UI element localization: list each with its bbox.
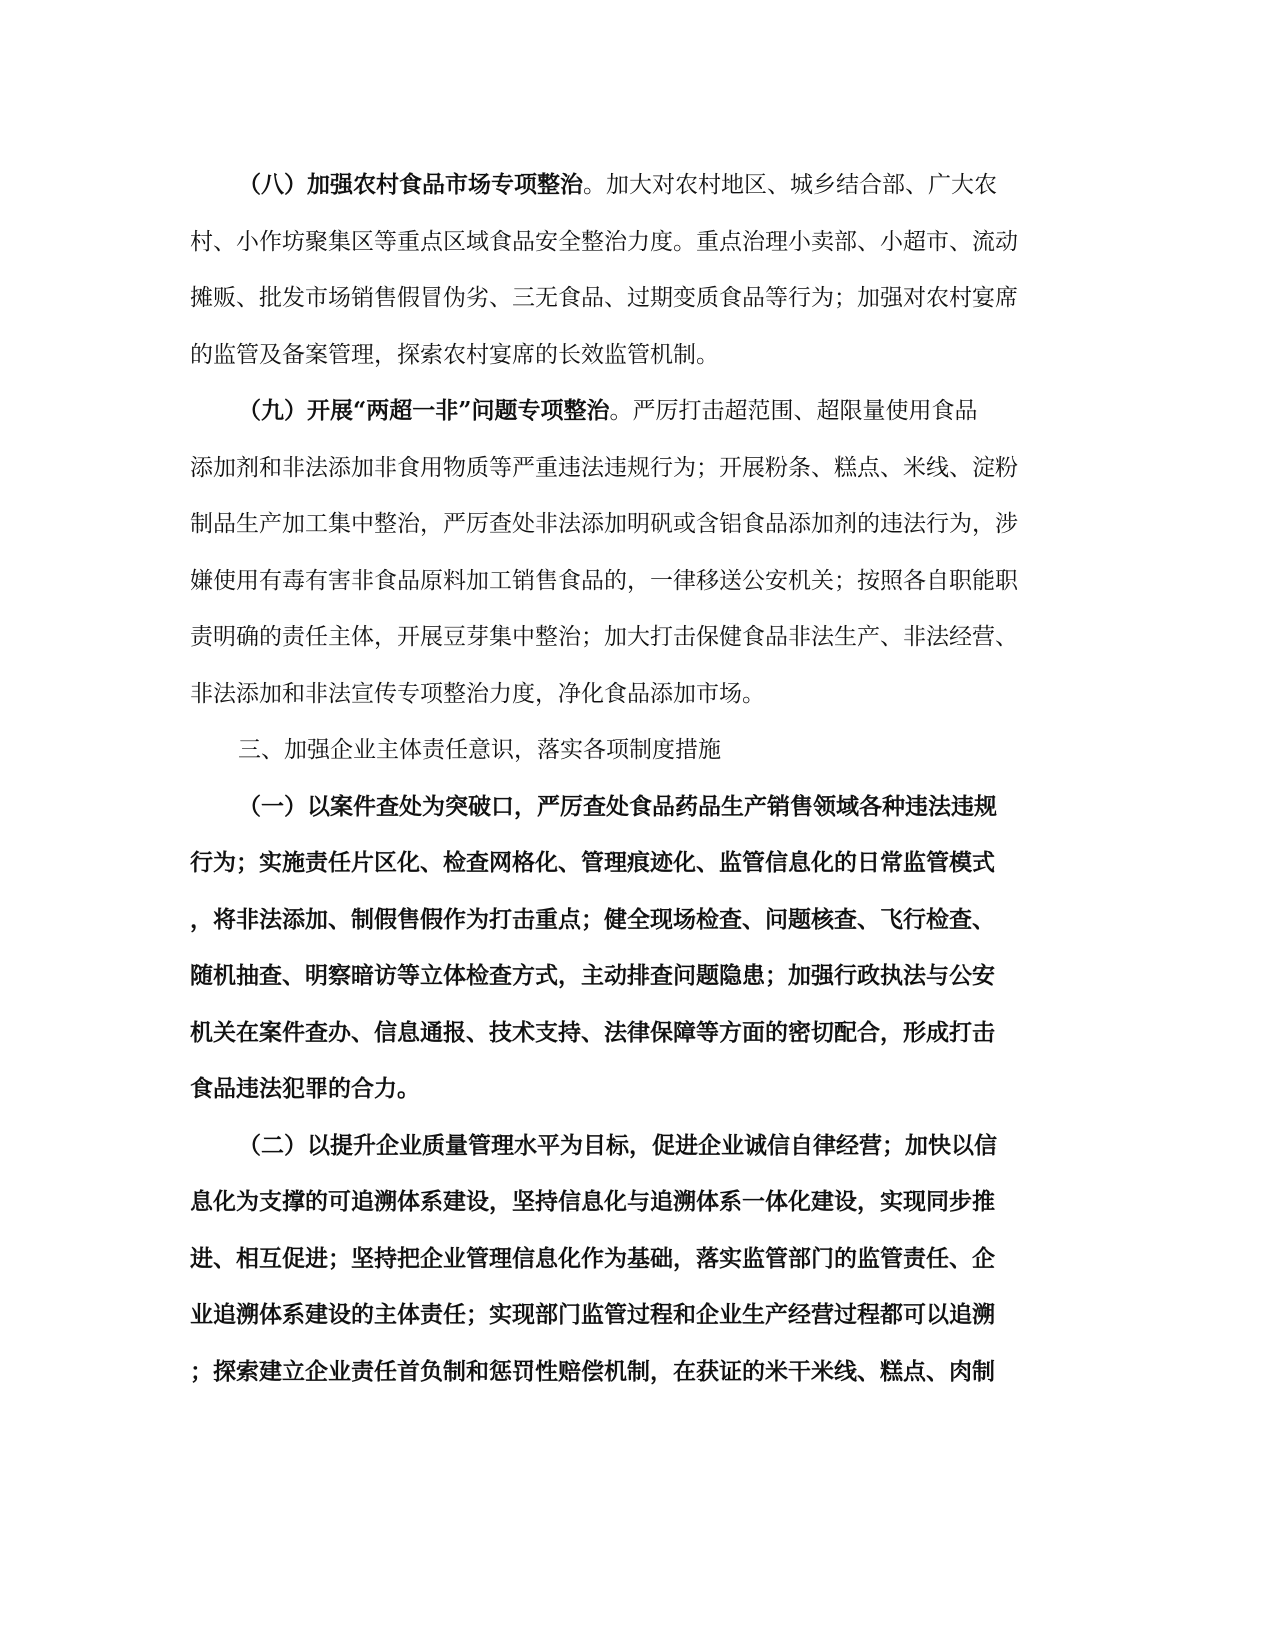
- paragraph-9-line-1: [238, 396, 977, 426]
- section-3-paragraph-2-line-1: （二）以提升企业质量管理水平为目标，促进企业诚信自律经营；加快以信: [238, 1132, 997, 1159]
- section-3-paragraph-1-line-4: 随机抽查、明察暗访等立体检查方式，主动排查问题隐患；加强行政执法与公安: [190, 962, 995, 989]
- section-3-paragraph-1-line-3: ，将非法添加、制假售假作为打击重点；健全现场检查、问题核查、飞行检查、: [190, 906, 995, 933]
- section-3-title: 三、加强企业主体责任意识，落实各项制度措施: [238, 737, 721, 763]
- section-3-paragraph-2-line-3: 进、相互促进；坚持把企业管理信息化作为基础，落实监管部门的监管责任、企: [190, 1245, 995, 1272]
- paragraph-9-line-2: 添加剂和非法添加非食用物质等严重违法违规行为；开展粉条、糕点、米线、淀粉: [190, 455, 1018, 481]
- section-3-paragraph-1-line-6: 食品违法犯罪的合力。: [190, 1075, 420, 1102]
- section-3-paragraph-1-line-5: 机关在案件查办、信息通报、技术支持、法律保障等方面的密切配合，形成打击: [190, 1019, 995, 1046]
- section-3-paragraph-1-line-2: 行为；实施责任片区化、检查网格化、管理痕迹化、监管信息化的日常监管模式: [190, 849, 995, 876]
- paragraph-8-line-1-text: 。加大对农村地区、城乡结合部、广大农: [583, 172, 997, 198]
- paragraph-9-line-4: 嫌使用有毒有害非食品原料加工销售食品的，一律移送公安机关；按照各自职能职: [190, 568, 1018, 594]
- section-3-paragraph-2-line-4: 业追溯体系建设的主体责任；实现部门监管过程和企业生产经营过程都可以追溯: [190, 1301, 995, 1328]
- section-3-paragraph-2-line-2: 息化为支撑的可追溯体系建设，坚持信息化与追溯体系一体化建设，实现同步推: [190, 1188, 995, 1215]
- paragraph-8-line-3: 摊贩、批发市场销售假冒伪劣、三无食品、过期变质食品等行为；加强对农村宴席: [190, 285, 1018, 311]
- section-3-paragraph-2-line-5: ；探索建立企业责任首负制和惩罚性赔偿机制，在获证的米干米线、糕点、肉制: [190, 1358, 995, 1385]
- paragraph-8-line-2: 村、小作坊聚集区等重点区域食品安全整治力度。重点治理小卖部、小超市、流动: [190, 229, 1018, 255]
- paragraph-9-line-5: 责明确的责任主体，开展豆芽集中整治；加大打击保健食品非法生产、非法经营、: [190, 624, 1018, 650]
- section-3-paragraph-1-line-1: （一）以案件查处为突破口，严厉查处食品药品生产销售领域各种违法违规: [238, 793, 997, 820]
- paragraph-9-line-6: 非法添加和非法宣传专项整治力度，净化食品添加市场。: [190, 681, 765, 707]
- paragraph-8-heading: （八）加强农村食品市场专项整治: [238, 171, 583, 198]
- paragraph-9-heading: （九）开展“两超一非”问题专项整治: [238, 397, 610, 424]
- paragraph-8-line-1: [238, 170, 997, 200]
- paragraph-9-line-3: 制品生产加工集中整治，严厉查处非法添加明矾或含铝食品添加剂的违法行为，涉: [190, 511, 1018, 537]
- paragraph-8-line-4: 的监管及备案管理，探索农村宴席的长效监管机制。: [190, 342, 719, 368]
- paragraph-9-line-1-text: 。严厉打击超范围、超限量使用食品: [609, 398, 978, 424]
